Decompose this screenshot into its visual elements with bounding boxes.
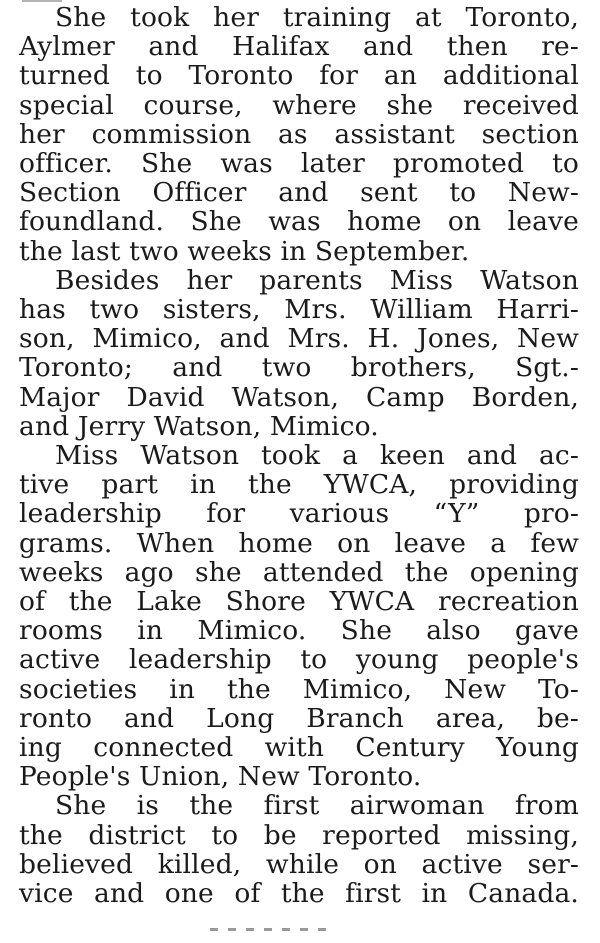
text-line: foundland. She was home on leave	[19, 206, 579, 238]
text-line: Miss Watson took a keen and ac-	[55, 440, 579, 472]
paragraph-family	[19, 266, 579, 441]
text-line: and Jerry Watson, Mimico.	[19, 410, 379, 442]
text-line: ronto and Long Branch area, be-	[19, 702, 579, 734]
text-line: grams. When home on leave a few	[19, 527, 579, 559]
text-line: Aylmer and Halifax and then re-	[19, 31, 579, 63]
text-line: societies in the Mimico, New To-	[19, 673, 579, 705]
paragraph-first-airwoman	[19, 791, 579, 908]
text-line: vice and one of the first in Canada.	[19, 878, 579, 910]
article-column	[19, 3, 579, 908]
text-line: believed killed, while on active ser-	[19, 848, 579, 880]
text-line: rooms in Mimico. She also gave	[19, 615, 579, 647]
text-line: ing connected with Century Young	[19, 732, 579, 764]
text-line: officer. She was later promoted to	[19, 148, 579, 180]
text-line: weeks ago she attended the opening	[19, 556, 579, 588]
text-line: special course, where she received	[19, 89, 579, 121]
text-line: Toronto; and two brothers, Sgt.-	[19, 352, 579, 384]
text-line: Section Officer and sent to New-	[19, 177, 579, 209]
clipped-line-fragment	[210, 928, 330, 931]
text-line: She is the first airwoman from	[55, 790, 579, 822]
text-line: leadership for various “Y” pro-	[19, 498, 579, 530]
paragraph-ywca	[19, 441, 579, 791]
text-line: turned to Toronto for an additional	[19, 60, 579, 92]
text-line: son, Mimico, and Mrs. H. Jones, New	[19, 323, 579, 355]
text-line: the last two weeks in September.	[19, 235, 470, 267]
text-line: She took her training at Toronto,	[55, 2, 579, 33]
text-line: the district to be reported missing,	[19, 819, 579, 851]
paragraph-training	[19, 3, 579, 266]
text-line: of the Lake Shore YWCA recreation	[19, 586, 579, 618]
text-line: Besides her parents Miss Watson	[55, 264, 579, 296]
text-line: Major David Watson, Camp Borden,	[19, 381, 579, 413]
text-line: her commission as assistant section	[19, 118, 579, 150]
text-line: People's Union, New Toronto.	[19, 761, 422, 793]
text-line: has two sisters, Mrs. William Harri-	[19, 294, 579, 326]
text-line: tive part in the YWCA, providing	[19, 469, 579, 501]
text-line: active leadership to young people's	[19, 644, 579, 676]
